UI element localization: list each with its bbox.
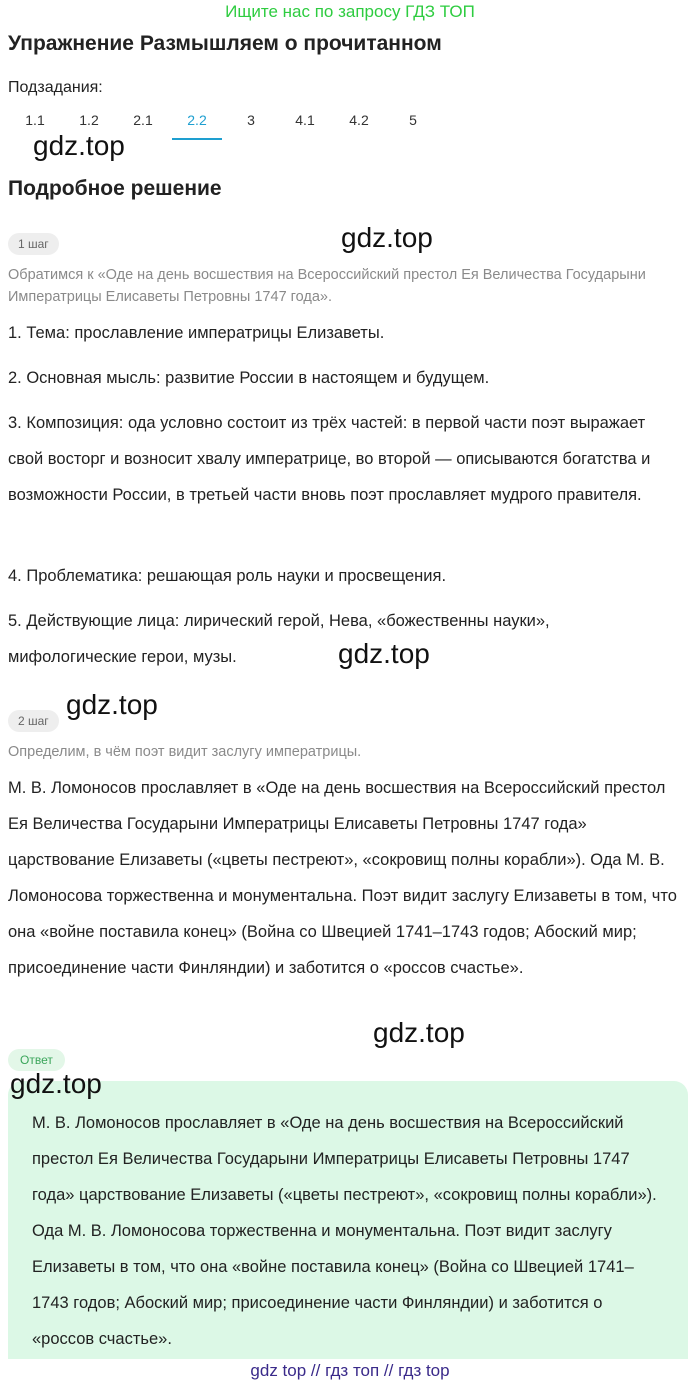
tab-3[interactable]: 3 <box>247 112 255 128</box>
search-banner[interactable]: Ищите нас по запросу ГДЗ ТОП <box>225 2 475 21</box>
paragraph: 4. Проблематика: решающая роль науки и просвещения. <box>8 567 447 585</box>
paragraph: 5. Действующие лица: лирический герой, Нева, «божественны науки», мифологические герои, музы. <box>8 612 550 666</box>
subtasks-label: Подзадания: <box>8 79 103 96</box>
tab-1-1[interactable]: 1.1 <box>25 112 45 128</box>
paragraph: 1. Тема: прославление императрицы Елизаветы. <box>8 324 385 342</box>
tab-5[interactable]: 5 <box>409 112 417 128</box>
step-hint: Определим, в чём поэт видит заслугу императрицы. <box>8 744 362 760</box>
watermark: gdz.top <box>10 1068 102 1099</box>
tab-1-2[interactable]: 1.2 <box>79 112 99 128</box>
solution-title: Подробное решение <box>8 177 222 200</box>
tab-4-2[interactable]: 4.2 <box>349 112 369 128</box>
step-badge: 2 шаг <box>8 710 59 732</box>
paragraph: М. В. Ломоносов прославляет в «Оде на день восшествия на Всероссийский престол Ея Величества Государыни Императрицы Елисаветы Петровны 1747 года» царствование Елизаветы («цветы пестреют», «сокровищ полны корабли»). Ода М. В. Ломоносова торжественна и монументальна. Поэт видит заслугу Елизаветы в том, что она «войне поставила конец» (Война со Швецией 1741–1743 годов; Абоский мир; присоединение части Финляндии) и заботится о «россов счастье». <box>8 779 677 977</box>
paragraph: 2. Основная мысль: развитие России в настоящем и будущем. <box>8 369 490 387</box>
tab-2-2[interactable]: 2.2 <box>172 112 222 140</box>
footer-links[interactable]: gdz top // гдз топ // гдз top <box>250 1361 450 1380</box>
watermark: gdz.top <box>373 1017 465 1048</box>
tab-2-1[interactable]: 2.1 <box>133 112 153 128</box>
step-badge: 1 шаг <box>8 233 59 255</box>
watermark: gdz.top <box>66 689 158 720</box>
answer-text: М. В. Ломоносов прославляет в «Оде на день восшествия на Всероссийский престол Ея Величества Государыни Императрицы Елисаветы Петровны 1747 года» царствование Елизаветы («цветы пестреют», «сокровищ полны корабли»). Ода М. В. Ломоносова торжественна и монументальна. Поэт видит заслугу Елизаветы в том, что она «войне поставила конец» (Война со Швецией 1741–1743 годов; Абоский мир; присоединение части Финляндии) и заботится о «россов счастье». <box>32 1114 657 1348</box>
watermark: gdz.top <box>33 130 125 161</box>
page-title: Упражнение Размышляем о прочитанном <box>8 32 442 55</box>
watermark: gdz.top <box>338 638 430 669</box>
paragraph: 3. Композиция: ода условно состоит из трёх частей: в первой части поэт выражает свой восторг и возносит хвалу императрице, во второй — описываются богатства и возможности России, в третьей части вновь поэт прославляет мудрого правителя. <box>8 414 651 504</box>
watermark: gdz.top <box>341 222 433 253</box>
answer-badge: Ответ <box>8 1049 65 1071</box>
step-hint: Обратимся к «Оде на день восшествия на Всероссийский престол Ея Величества Государыни Императрицы Елисаветы Петровны 1747 года». <box>8 267 646 305</box>
tab-4-1[interactable]: 4.1 <box>295 112 315 128</box>
